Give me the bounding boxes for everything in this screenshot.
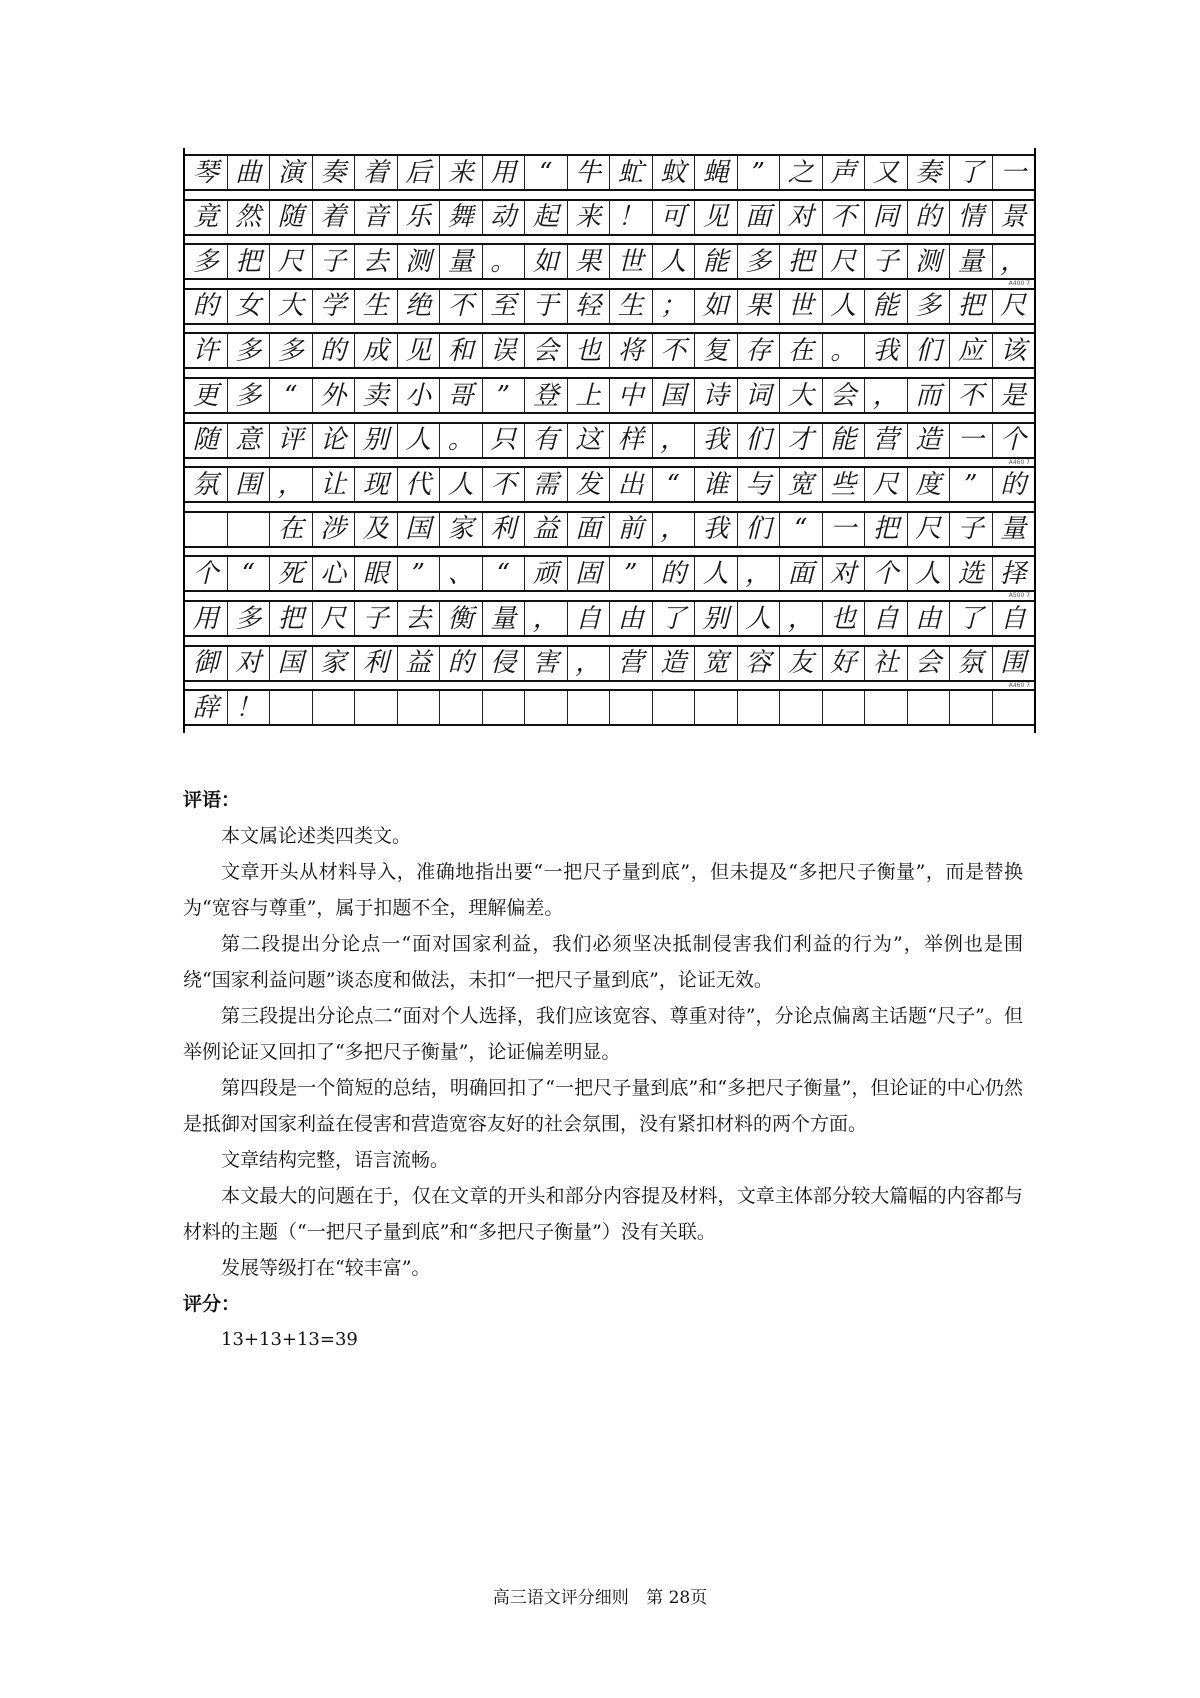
essay-grid-cell: 宽 — [780, 468, 823, 501]
score-heading: 评分： — [183, 1293, 241, 1315]
essay-grid-cell: 。 — [440, 424, 483, 457]
essay-grid-cell: 只 — [483, 424, 526, 457]
commentary-paragraph: 第二段提出分论点一“面对国家利益，我们必须坚决抵制侵害我们利益的行为”，举例也是围绕“国家利益问题”谈态度和做法，未扣“一把尺子量到底”，论证无效。 — [183, 933, 1023, 991]
essay-grid-cell: 氛 — [950, 647, 993, 680]
essay-grid-cell: 子 — [865, 245, 908, 278]
essay-grid-cell: 益 — [398, 647, 441, 680]
essay-grid-cell: 子 — [313, 245, 356, 278]
essay-grid-cell — [313, 691, 356, 724]
essay-grid-cell: 谁 — [695, 468, 738, 501]
essay-grid-cell: 个 — [185, 557, 228, 590]
essay-grid-cell: 去 — [355, 245, 398, 278]
essay-grid-cell: 该 — [1000, 335, 1027, 366]
essay-grid-cell: 害 — [525, 647, 568, 680]
essay-grid-cell: 同 — [865, 201, 908, 234]
essay-grid-row — [185, 199, 1034, 236]
grid-row-counter: A460 7 — [1008, 458, 1030, 466]
essay-grid-row — [185, 645, 1034, 682]
essay-grid-cell: 然 — [228, 201, 271, 234]
essay-grid-cell: 心 — [313, 557, 356, 590]
essay-grid-cell: ” — [483, 379, 526, 412]
essay-grid-cell: ” — [610, 557, 653, 590]
page-footer — [0, 1583, 1200, 1608]
essay-grid-cell: 着 — [355, 156, 398, 189]
essay-grid-cell: 和 — [440, 334, 483, 367]
essay-grid-cell: ” — [398, 557, 441, 590]
essay-grid-cell: 面 — [738, 201, 781, 234]
essay-grid-cell: 测 — [908, 245, 951, 278]
essay-grid-cell: ， — [738, 557, 781, 590]
essay-grid-cell: 国 — [398, 513, 441, 546]
essay-grid-cell: 们 — [908, 334, 951, 367]
essay-grid-cell: 才 — [780, 424, 823, 457]
essay-grid-cell: 奏 — [313, 156, 356, 189]
essay-grid-row — [185, 689, 1034, 726]
commentary-section — [183, 782, 1023, 1358]
essay-grid-cell: 前 — [610, 513, 653, 546]
essay-grid-cell: 别 — [355, 424, 398, 457]
essay-grid-cell: 小 — [398, 379, 441, 412]
essay-grid-row — [185, 288, 1034, 325]
essay-grid-cell: 论 — [313, 424, 356, 457]
grid-row-counter: A460 7 — [1008, 681, 1030, 689]
essay-grid-cell: 绝 — [398, 290, 441, 323]
essay-grid-cell: 对 — [823, 557, 866, 590]
essay-grid-cell: 样 — [610, 424, 653, 457]
footer-title: 高三语文评分细则 — [492, 1588, 629, 1608]
essay-grid-cell: 复 — [695, 334, 738, 367]
essay-grid-cell: 量 — [1000, 514, 1027, 545]
essay-grid-row — [185, 377, 1034, 414]
score-value: 13+13+13=39 — [221, 1329, 358, 1350]
essay-grid-cell: 人 — [738, 602, 781, 635]
essay-grid-cell: 用 — [185, 602, 228, 635]
essay-grid-cell: 的 — [313, 334, 356, 367]
essay-grid-cell: 女 — [228, 290, 271, 323]
essay-grid-cell: “ — [228, 557, 271, 590]
essay-grid-cell: ！ — [228, 691, 271, 724]
essay-grid-cell: 我 — [695, 513, 738, 546]
essay-grid-cell: 演 — [270, 156, 313, 189]
essay-grid-cell — [780, 691, 823, 724]
essay-grid-cell: 世 — [610, 245, 653, 278]
essay-grid-cell: 误 — [483, 334, 526, 367]
essay-grid-cell: 乐 — [398, 201, 441, 234]
essay-grid-cell: 顽 — [525, 557, 568, 590]
footer-page-number: 第 28页 — [646, 1588, 708, 1608]
essay-grid-cell: 的 — [653, 557, 696, 590]
essay-grid-cell: 择 — [1000, 558, 1027, 589]
essay-grid-cell: 把 — [270, 602, 313, 635]
essay-grid-cell: 诗 — [695, 379, 738, 412]
essay-grid-cell: 果 — [568, 245, 611, 278]
essay-grid-cell: 量 — [950, 245, 993, 278]
essay-grid-cell — [610, 691, 653, 724]
essay-grid-cell: 死 — [270, 557, 313, 590]
essay-grid-cell: 能 — [865, 290, 908, 323]
essay-grid-cell: 友 — [780, 647, 823, 680]
essay-grid-row — [185, 466, 1034, 503]
essay-grid-cell: 量 — [440, 245, 483, 278]
essay-grid-cell: 一 — [1000, 157, 1027, 188]
essay-grid-cell: ” — [738, 156, 781, 189]
essay-grid-cell: 词 — [738, 379, 781, 412]
essay-grid-cell: 来 — [568, 201, 611, 234]
essay-grid-cell: 让 — [313, 468, 356, 501]
essay-grid-cell: 后 — [398, 156, 441, 189]
essay-grid-cell: 应 — [950, 334, 993, 367]
essay-grid-cell: “ — [653, 468, 696, 501]
essay-grid-cell: 们 — [738, 513, 781, 546]
essay-grid-cell: 固 — [568, 557, 611, 590]
essay-grid-cell: 存 — [738, 334, 781, 367]
essay-grid-cell: 侵 — [483, 647, 526, 680]
essay-grid-cell: 好 — [823, 647, 866, 680]
essay-grid-cell: 利 — [483, 513, 526, 546]
essay-grid-cell: 蚊 — [653, 156, 696, 189]
essay-grid-cell: 多 — [185, 245, 228, 278]
essay-grid-cell: 、 — [440, 557, 483, 590]
essay-grid-cell: 现 — [355, 468, 398, 501]
essay-grid-cell: 社 — [865, 647, 908, 680]
essay-grid-cell: 眼 — [355, 557, 398, 590]
essay-grid-cell: 又 — [865, 156, 908, 189]
essay-grid-cell: 更 — [185, 379, 228, 412]
essay-grid-cell: 子 — [950, 513, 993, 546]
essay-grid-cell: ， — [270, 468, 313, 501]
essay-grid-cell: 把 — [865, 513, 908, 546]
essay-grid-cell: 营 — [610, 647, 653, 680]
essay-grid-cell: 御 — [185, 647, 228, 680]
essay-grid-cell: 容 — [738, 647, 781, 680]
essay-grid-cell: 会 — [525, 334, 568, 367]
essay-grid-cell: ， — [865, 379, 908, 412]
essay-grid-cell: 去 — [398, 602, 441, 635]
essay-grid-cell: “ — [483, 557, 526, 590]
essay-grid-cell: 益 — [525, 513, 568, 546]
essay-grid-cell: ， — [653, 513, 696, 546]
essay-grid-cell: 这 — [568, 424, 611, 457]
essay-grid-cell: 将 — [610, 334, 653, 367]
essay-grid-cell: 成 — [355, 334, 398, 367]
essay-grid-cell: 对 — [228, 647, 271, 680]
essay-grid-cell: 景 — [1000, 202, 1027, 233]
essay-grid-cell: 如 — [525, 245, 568, 278]
essay-grid-cell: 尺 — [1000, 291, 1027, 322]
essay-grid-cell: 牛 — [568, 156, 611, 189]
essay-grid-cell: 出 — [610, 468, 653, 501]
essay-grid-cell: 动 — [483, 201, 526, 234]
essay-grid-cell: 辞 — [185, 691, 228, 724]
essay-grid-cell: 轻 — [568, 290, 611, 323]
essay-grid-cell: ， — [525, 602, 568, 635]
essay-grid-cell: 。 — [823, 334, 866, 367]
essay-grid-cell: 用 — [483, 156, 526, 189]
essay-grid-cell: 竟 — [185, 201, 228, 234]
essay-grid-cell: 人 — [398, 424, 441, 457]
essay-grid-cell: 氛 — [185, 468, 228, 501]
essay-grid-cell: 外 — [313, 379, 356, 412]
essay-grid-cell: ” — [950, 468, 993, 501]
essay-grid-cell — [355, 691, 398, 724]
essay-grid-cell: 见 — [695, 201, 738, 234]
commentary-paragraph: 文章开头从材料导入，准确地指出要“一把尺子量到底”，但未提及“多把尺子衡量”，而是替换为“宽容与尊重”，属于扣题不全，理解偏差。 — [183, 861, 1023, 919]
commentary-paragraph: 本文属论述类四类文。 — [221, 825, 412, 847]
essay-grid-cell: 在 — [270, 513, 313, 546]
essay-grid-cell: 可 — [653, 201, 696, 234]
essay-grid-cell — [568, 691, 611, 724]
essay-grid-cell: 会 — [908, 647, 951, 680]
essay-grid-cell: 人 — [908, 557, 951, 590]
essay-grid-cell: 尺 — [865, 468, 908, 501]
essay-grid-cell: 有 — [525, 424, 568, 457]
essay-grid-cell: 把 — [950, 290, 993, 323]
essay-grid-cell: 的 — [440, 647, 483, 680]
essay-grid-cell: 别 — [695, 602, 738, 635]
essay-grid-cell: 家 — [313, 647, 356, 680]
essay-grid-cell: 营 — [865, 424, 908, 457]
essay-grid-cell: 学 — [313, 290, 356, 323]
essay-grid-cell: 大 — [270, 290, 313, 323]
essay-grid-cell: 于 — [525, 290, 568, 323]
essay-grid-cell: 声 — [823, 156, 866, 189]
essay-grid-cell: 了 — [950, 602, 993, 635]
essay-grid-cell: “ — [780, 513, 823, 546]
essay-grid-cell — [950, 691, 993, 724]
essay-grid-cell: 了 — [950, 156, 993, 189]
essay-grid-cell: 。 — [483, 245, 526, 278]
commentary-heading: 评语： — [183, 789, 241, 811]
essay-grid-cell — [823, 691, 866, 724]
essay-grid-cell: 宽 — [695, 647, 738, 680]
essay-grid-cell: 在 — [780, 334, 823, 367]
essay-grid-cell: 由 — [610, 602, 653, 635]
essay-grid-cell: 果 — [738, 290, 781, 323]
essay-grid-cell: 一 — [950, 424, 993, 457]
essay-grid-cell: 尺 — [908, 513, 951, 546]
commentary-paragraph: 发展等级打在“较丰富”。 — [221, 1257, 431, 1279]
essay-grid-cell: 自 — [865, 602, 908, 635]
essay-grid-cell: 的 — [1000, 469, 1027, 500]
essay-grid-row — [185, 600, 1034, 637]
essay-grid-cell: “ — [270, 379, 313, 412]
essay-grid-cell: 了 — [653, 602, 696, 635]
essay-grid-cell: 的 — [908, 201, 951, 234]
essay-grid-cell — [398, 691, 441, 724]
essay-grid-cell: 面 — [568, 513, 611, 546]
essay-grid-cell: 尺 — [823, 245, 866, 278]
essay-grid-cell: 把 — [228, 245, 271, 278]
essay-grid-cell: 自 — [1000, 603, 1027, 634]
essay-grid-cell: 是 — [1000, 380, 1027, 411]
essay-grid-cell: 把 — [780, 245, 823, 278]
essay-grid-cell: 不 — [653, 334, 696, 367]
essay-grid-cell: 家 — [440, 513, 483, 546]
essay-grid-cell: 个 — [865, 557, 908, 590]
essay-grid-cell: 发 — [568, 468, 611, 501]
essay-grid-row — [185, 422, 1034, 459]
essay-grid-cell: 围 — [1000, 648, 1027, 679]
essay-grid-cell: 尺 — [313, 602, 356, 635]
essay-grid-cell: 造 — [653, 647, 696, 680]
essay-grid-cell: 哥 — [440, 379, 483, 412]
essay-grid-cell: 选 — [950, 557, 993, 590]
essay-grid-row — [185, 511, 1034, 548]
essay-grid-cell: 许 — [185, 334, 228, 367]
essay-grid-cell: 蝇 — [695, 156, 738, 189]
handwritten-essay-sheet — [183, 148, 1036, 733]
essay-grid-cell: 中 — [610, 379, 653, 412]
essay-grid-cell: 登 — [525, 379, 568, 412]
essay-grid-cell: ， — [653, 424, 696, 457]
commentary-paragraph: 文章结构完整，语言流畅。 — [221, 1149, 450, 1171]
essay-grid-cell — [440, 691, 483, 724]
essay-grid-cell: 随 — [185, 424, 228, 457]
essay-grid-cell: ， — [568, 647, 611, 680]
grid-row-counter: A500 7 — [1008, 592, 1030, 600]
essay-grid-cell: 度 — [908, 468, 951, 501]
essay-grid-cell: 代 — [398, 468, 441, 501]
essay-grid-cell: 卖 — [355, 379, 398, 412]
essay-grid-cell — [228, 513, 271, 546]
essay-grid-cell: 奏 — [908, 156, 951, 189]
essay-grid-cell — [525, 691, 568, 724]
essay-grid-cell: 上 — [568, 379, 611, 412]
essay-grid-cell: 多 — [228, 379, 271, 412]
essay-grid-cell: 至 — [483, 290, 526, 323]
essay-grid-cell: 多 — [228, 602, 271, 635]
essay-grid-cell — [270, 691, 313, 724]
essay-grid-cell: 自 — [568, 602, 611, 635]
essay-grid-cell — [695, 691, 738, 724]
commentary-paragraph: 第四段是一个简短的总结，明确回扣了“一把尺子量到底”和“多把尺子衡量”，但论证的中心仍然是抵御对国家利益在侵害和营造宽容友好的社会氛围，没有紧扣材料的两个方面。 — [183, 1077, 1023, 1135]
essay-grid-cell: “ — [525, 156, 568, 189]
essay-grid-cell: 也 — [568, 334, 611, 367]
essay-grid-cell: 生 — [610, 290, 653, 323]
essay-grid-cell — [908, 691, 951, 724]
essay-grid-cell: 围 — [228, 468, 271, 501]
essay-grid-cell: 能 — [695, 245, 738, 278]
essay-grid-cell: 琴 — [185, 156, 228, 189]
essay-grid-cell: ， — [780, 602, 823, 635]
essay-grid-cell: 情 — [950, 201, 993, 234]
essay-grid-row — [185, 154, 1034, 191]
essay-grid-cell: 多 — [908, 290, 951, 323]
essay-grid-cell: ， — [1000, 246, 1027, 277]
essay-grid-cell: 会 — [823, 379, 866, 412]
essay-grid-cell: 起 — [525, 201, 568, 234]
essay-grid-row — [185, 332, 1034, 369]
essay-grid-cell: 国 — [270, 647, 313, 680]
essay-grid-cell: 与 — [738, 468, 781, 501]
essay-grid-cell: 子 — [355, 602, 398, 635]
essay-grid-cell: 能 — [823, 424, 866, 457]
essay-grid-cell — [993, 691, 1035, 724]
essay-grid-cell — [738, 691, 781, 724]
essay-grid-cell — [483, 691, 526, 724]
essay-grid-cell: 意 — [228, 424, 271, 457]
essay-grid-cell: 生 — [355, 290, 398, 323]
essay-grid-cell: ； — [653, 290, 696, 323]
essay-grid-cell: 我 — [695, 424, 738, 457]
essay-grid-cell: 评 — [270, 424, 313, 457]
essay-grid-cell: 面 — [780, 557, 823, 590]
essay-grid-cell: 们 — [738, 424, 781, 457]
essay-grid-cell — [653, 691, 696, 724]
essay-grid-cell — [185, 513, 228, 546]
essay-grid-cell — [865, 691, 908, 724]
essay-grid-cell: 尺 — [270, 245, 313, 278]
essay-grid-cell: 也 — [823, 602, 866, 635]
essay-grid-cell: 世 — [780, 290, 823, 323]
essay-grid-cell: 多 — [270, 334, 313, 367]
essay-grid-cell: 来 — [440, 156, 483, 189]
essay-grid-cell: 我 — [865, 334, 908, 367]
essay-grid-row — [185, 555, 1034, 592]
essay-grid-cell: 人 — [653, 245, 696, 278]
essay-grid-row — [185, 243, 1034, 280]
essay-grid-cell: 如 — [695, 290, 738, 323]
essay-grid-cell: 些 — [823, 468, 866, 501]
essay-grid-cell: 一 — [823, 513, 866, 546]
essay-grid-cell: 而 — [908, 379, 951, 412]
essay-grid-cell: 舞 — [440, 201, 483, 234]
essay-grid-cell: 人 — [823, 290, 866, 323]
commentary-paragraph: 本文最大的问题在于，仅在文章的开头和部分内容提及材料，文章主体部分较大篇幅的内容都与材料的主题（“一把尺子量到底”和“多把尺子衡量”）没有关联。 — [183, 1185, 1023, 1243]
essay-grid-cell: 需 — [525, 468, 568, 501]
essay-grid-cell: 不 — [440, 290, 483, 323]
essay-grid-cell: 之 — [780, 156, 823, 189]
essay-grid-cell: 测 — [398, 245, 441, 278]
essay-grid-cell: 不 — [823, 201, 866, 234]
essay-grid-cell: 曲 — [228, 156, 271, 189]
essay-grid-cell: 国 — [653, 379, 696, 412]
essay-grid-cell: 造 — [908, 424, 951, 457]
essay-grid-cell: 随 — [270, 201, 313, 234]
essay-grid-cell: 多 — [228, 334, 271, 367]
essay-grid-cell: 由 — [908, 602, 951, 635]
essay-grid-cell: 着 — [313, 201, 356, 234]
essay-grid-cell: ！ — [610, 201, 653, 234]
essay-grid-cell: 虻 — [610, 156, 653, 189]
essay-grid-cell: 人 — [440, 468, 483, 501]
essay-grid-cell: 见 — [398, 334, 441, 367]
essay-grid-cell: 对 — [780, 201, 823, 234]
essay-grid-cell: 涉 — [313, 513, 356, 546]
essay-grid-cell: 量 — [483, 602, 526, 635]
essay-grid-cell: 人 — [695, 557, 738, 590]
essay-grid-cell: 大 — [780, 379, 823, 412]
essay-grid-cell: 音 — [355, 201, 398, 234]
essay-grid-cell: 不 — [483, 468, 526, 501]
essay-grid-cell: 不 — [950, 379, 993, 412]
essay-grid-cell: 利 — [355, 647, 398, 680]
essay-grid-cell: 多 — [738, 245, 781, 278]
essay-grid-cell: 的 — [185, 290, 228, 323]
grid-row-counter: A400 7 — [1008, 280, 1030, 288]
commentary-paragraph: 第三段提出分论点二“面对个人选择，我们应该宽容、尊重对待”，分论点偏离主话题“尺子”。但举例论证又回扣了“多把尺子衡量”，论证偏差明显。 — [183, 1005, 1023, 1063]
essay-grid-cell: 衡 — [440, 602, 483, 635]
essay-grid-cell: 及 — [355, 513, 398, 546]
essay-grid-cell: 个 — [1000, 425, 1027, 456]
